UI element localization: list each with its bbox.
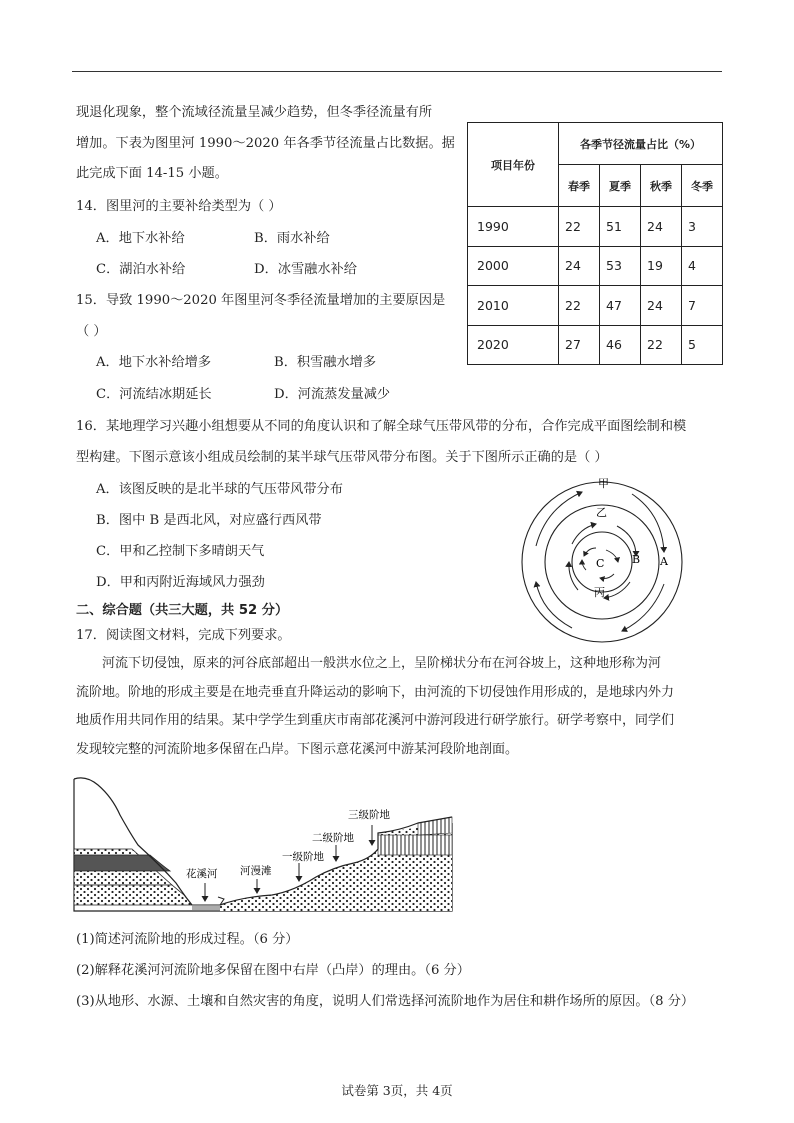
q14-option-a[interactable]: A．地下水补给 xyxy=(96,231,185,246)
cell: 22 xyxy=(641,325,682,365)
q14-stem: 14．图里河的主要补给类型为（ ） xyxy=(76,199,282,214)
cell: 47 xyxy=(600,286,641,326)
material-line: 发现较完整的河流阶地多保留在凸岸。下图示意花溪河中游某河段阶地剖面。 xyxy=(76,741,519,757)
q15-option-a[interactable]: A．地下水补给增多 xyxy=(96,355,212,370)
cell: 51 xyxy=(600,207,641,247)
label-terrace-2: 二级阶地 xyxy=(312,832,354,844)
label-terrace-3: 三级阶地 xyxy=(348,809,390,821)
row-year: 2020 xyxy=(468,325,559,365)
section-heading: 二、综合题（共三大题，共 52 分） xyxy=(76,603,289,618)
table-group-header: 各季节径流量占比（%） xyxy=(559,123,723,165)
q14-option-d[interactable]: D．冰雪融水补给 xyxy=(254,262,357,277)
label-jia: 甲 xyxy=(598,477,609,490)
q17-sub-1: (1)简述河流阶地的形成过程。（6 分） xyxy=(76,932,299,947)
label-yi: 乙 xyxy=(596,506,607,519)
table-col-label: 项目年份 xyxy=(468,123,559,207)
row-year: 2010 xyxy=(468,286,559,326)
label-river: 花溪河 xyxy=(186,868,218,880)
q15-stem: 15．导致 1990～2020 年图里河冬季径流量增加的主要原因是 xyxy=(76,293,446,308)
cell: 22 xyxy=(559,286,600,326)
q14-option-b[interactable]: B．雨水补给 xyxy=(254,231,330,246)
q16-option-d[interactable]: D．甲和丙附近海域风力强劲 xyxy=(96,575,265,590)
left-dark-layer xyxy=(74,855,170,871)
q17-sub-3: (3)从地形、水源、土壤和自然灾害的角度，说明人们常选择河流阶地作为居住和耕作场所的原因。（8 分） xyxy=(76,994,695,1009)
cell: 24 xyxy=(641,207,682,247)
season-spring: 春季 xyxy=(559,165,600,207)
cell: 22 xyxy=(559,207,600,247)
cell: 27 xyxy=(559,325,600,365)
intro-line-2: 增加。下表为图里河 1990～2020 年各季节径流量占比数据。据 xyxy=(76,136,455,151)
season-winter: 冬季 xyxy=(682,165,723,207)
q16-option-c[interactable]: C．甲和乙控制下多晴朗天气 xyxy=(96,544,265,559)
top-rule xyxy=(72,71,722,72)
pressure-wind-belt-diagram xyxy=(514,474,710,646)
cell: 3 xyxy=(682,207,723,247)
q17-material xyxy=(76,650,728,764)
q16-stem-2: 型构建。下图示意该小组成员绘制的某半球气压带风带分布图。关于下图所示正确的是（ ） xyxy=(76,450,608,465)
q15-paren: （ ） xyxy=(76,324,107,339)
table-row xyxy=(468,325,723,365)
label-a: A xyxy=(660,555,668,568)
q15-option-c[interactable]: C．河流结冰期延长 xyxy=(96,387,212,402)
cell: 7 xyxy=(682,286,723,326)
label-bing: 丙 xyxy=(594,586,605,599)
cell: 4 xyxy=(682,246,723,286)
material-line: 流阶地。阶地的形成主要是在地壳垂直升降运动的影响下，由河流的下切侵蚀作用形成的，是地球内外力 xyxy=(76,684,675,700)
cell: 46 xyxy=(600,325,641,365)
cell: 5 xyxy=(682,325,723,365)
table-row xyxy=(468,286,723,326)
q17-stem: 17．阅读图文材料，完成下列要求。 xyxy=(76,628,291,643)
page-footer: 试卷第 3页，共 4页 xyxy=(341,1083,453,1098)
label-terrace-1: 一级阶地 xyxy=(282,851,324,863)
table-row xyxy=(468,246,723,286)
cell: 53 xyxy=(600,246,641,286)
q16-stem-1: 16．某地理学习兴趣小组想要从不同的角度认识和了解全球气压带风带的分布，合作完成平面图绘制和模 xyxy=(76,419,687,434)
q17-sub-2: (2)解释花溪河河流阶地多保留在图中右岸（凸岸）的理由。（6 分） xyxy=(76,963,470,978)
material-line: 地质作用共同作用的结果。某中学学生到重庆市南部花溪河中游河段进行研学旅行。研学考察中，同学们 xyxy=(76,713,675,728)
q16-option-b[interactable]: B．图中 B 是西北风，对应盛行西风带 xyxy=(96,513,322,528)
row-year: 2000 xyxy=(468,246,559,286)
cell: 19 xyxy=(641,246,682,286)
q16-option-a[interactable]: A．该图反映的是北半球的气压带风带分布 xyxy=(96,482,343,497)
label-floodplain: 河漫滩 xyxy=(240,865,272,877)
river-terrace-profile xyxy=(72,773,454,915)
intro-line-3: 此完成下面 14-15 小题。 xyxy=(76,166,228,181)
row-year: 1990 xyxy=(468,207,559,247)
q15-option-b[interactable]: B．积雪融水增多 xyxy=(274,355,377,370)
q14-option-c[interactable]: C．湖泊水补给 xyxy=(96,262,186,277)
season-summer: 夏季 xyxy=(600,165,641,207)
q15-option-d[interactable]: D．河流蒸发量减少 xyxy=(274,387,391,402)
intro-line-1: 现退化现象，整个流域径流量呈减少趋势，但冬季径流量有所 xyxy=(76,105,433,120)
label-b: B xyxy=(632,553,641,566)
season-autumn: 秋季 xyxy=(641,165,682,207)
label-c: C xyxy=(596,557,605,570)
cell: 24 xyxy=(559,246,600,286)
runoff-table xyxy=(467,122,723,365)
cell: 24 xyxy=(641,286,682,326)
material-line: 河流下切侵蚀，原来的河谷底部超出一般洪水位之上，呈阶梯状分布在河谷坡上，这种地形称为河 xyxy=(102,656,662,671)
table-row xyxy=(468,207,723,247)
